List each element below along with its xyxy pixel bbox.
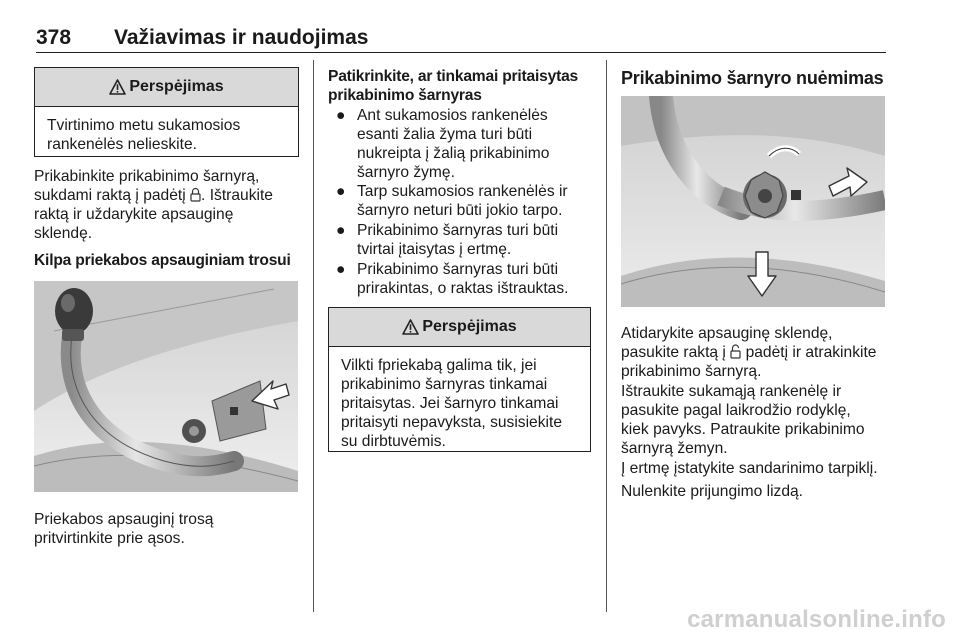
page-header bbox=[36, 22, 886, 53]
text-line: Prikabinimo šarnyras turi būti bbox=[357, 222, 559, 239]
paragraph bbox=[621, 382, 891, 458]
list-item bbox=[336, 182, 597, 220]
bullet-icon: ● bbox=[336, 183, 346, 200]
text-line: su dirbtuvėmis. bbox=[341, 433, 446, 450]
paragraph bbox=[34, 167, 299, 243]
list-item bbox=[336, 221, 597, 259]
section-heading bbox=[328, 68, 598, 105]
bullet-icon: ● bbox=[336, 261, 346, 278]
section-heading: Prikabinimo šarnyro nuėmimas bbox=[621, 68, 884, 88]
column-divider bbox=[313, 60, 314, 612]
paragraph bbox=[34, 510, 299, 548]
text-line: nukreipta į žalią prikabinimo bbox=[357, 145, 550, 162]
text-run: padėtį ir atrakinkite bbox=[745, 344, 877, 361]
text-line: raktą ir uždarykite apsauginę bbox=[34, 206, 234, 223]
paragraph: Į ertmę įstatykite sandarinimo tarpiklį. bbox=[621, 460, 878, 477]
page-title: Važiavimas ir naudojimas bbox=[114, 26, 369, 49]
text-line: šarnyro neturi būti jokio tarpo. bbox=[357, 202, 563, 219]
warning-triangle-icon bbox=[402, 319, 419, 335]
text-line: pritaisytas. Jei šarnyro tinkamai bbox=[341, 395, 559, 412]
bullet-icon: ● bbox=[336, 107, 346, 124]
list-item bbox=[336, 260, 597, 298]
towbar-removal-image bbox=[621, 96, 885, 307]
text-line: rankenėlės nelieskite. bbox=[47, 136, 197, 153]
warning-title: Perspėjimas bbox=[129, 78, 224, 95]
text-line: šarnyrą žemyn. bbox=[621, 440, 728, 457]
text-run: . Ištraukite bbox=[201, 187, 273, 204]
text-line: Ištraukite sukamąją rankenėlę ir bbox=[621, 383, 842, 400]
page-number: 378 bbox=[36, 26, 72, 49]
text-line: Priekabos apsauginį trosą bbox=[34, 511, 214, 528]
paragraph bbox=[621, 324, 891, 381]
paragraph: Nulenkite prijungimo lizdą. bbox=[621, 483, 804, 500]
text-line: Prikabinkite prikabinimo šarnyrą, bbox=[34, 168, 260, 185]
text-line bbox=[621, 343, 891, 362]
text-line: Ant sukamosios rankenėlės bbox=[357, 107, 548, 124]
text-line: Tvirtinimo metu sukamosios bbox=[47, 117, 241, 134]
warning-text bbox=[35, 107, 298, 163]
text-line: Vilkti fpriekabą galima tik, jei bbox=[341, 357, 537, 374]
warning-header bbox=[329, 308, 590, 347]
text-line: Atidarykite apsauginę sklendę, bbox=[621, 325, 833, 342]
text-line: prikabinimo šarnyrą. bbox=[621, 363, 762, 380]
text-line: prirakintas, o raktas ištrauktas. bbox=[357, 280, 569, 297]
text-line: šarnyro žymę. bbox=[357, 164, 455, 181]
text-line: kiek pavyks. Patraukite prikabinimo bbox=[621, 421, 865, 438]
text-run: pasukite raktą į bbox=[621, 344, 726, 361]
text-line: pritaisyti nepavyksta, susisiekite bbox=[341, 414, 563, 431]
text-line: prikabinimo šarnyras tinkamai bbox=[341, 376, 548, 393]
text-line: Prikabinimo šarnyras turi būti bbox=[357, 261, 559, 278]
warning-box bbox=[34, 67, 299, 157]
text-line: esanti žalia žyma turi būti bbox=[357, 126, 533, 143]
section-heading: Kilpa priekabos apsauginiam trosui bbox=[34, 252, 291, 269]
warning-box bbox=[328, 307, 591, 452]
warning-header bbox=[35, 68, 298, 107]
text-line bbox=[34, 186, 299, 205]
towbar-cable-eye-image bbox=[34, 281, 298, 492]
text-line: sklendę. bbox=[34, 225, 93, 242]
text-line: tvirtai įtaisytas į ertmę. bbox=[357, 241, 512, 258]
text-line: pasukite pagal laikrodžio rodyklę, bbox=[621, 402, 851, 419]
text-line: Tarp sukamosios rankenėlės ir bbox=[357, 183, 568, 200]
warning-title: Perspėjimas bbox=[422, 318, 517, 335]
watermark: carmanualsonline.info bbox=[687, 606, 946, 633]
warning-triangle-icon bbox=[109, 79, 126, 95]
list-item bbox=[336, 106, 597, 182]
text-run: sukdami raktą į padėtį bbox=[34, 187, 186, 204]
text-line: Patikrinkite, ar tinkamai pritaisytas bbox=[328, 68, 579, 85]
lock-closed-icon bbox=[190, 187, 201, 202]
lock-open-icon bbox=[730, 344, 741, 359]
warning-text bbox=[329, 347, 590, 460]
text-line: pritvirtinkite prie ąsos. bbox=[34, 530, 185, 547]
column-divider bbox=[606, 60, 607, 612]
bullet-icon: ● bbox=[336, 222, 346, 239]
text-line: prikabinimo šarnyras bbox=[328, 86, 482, 104]
